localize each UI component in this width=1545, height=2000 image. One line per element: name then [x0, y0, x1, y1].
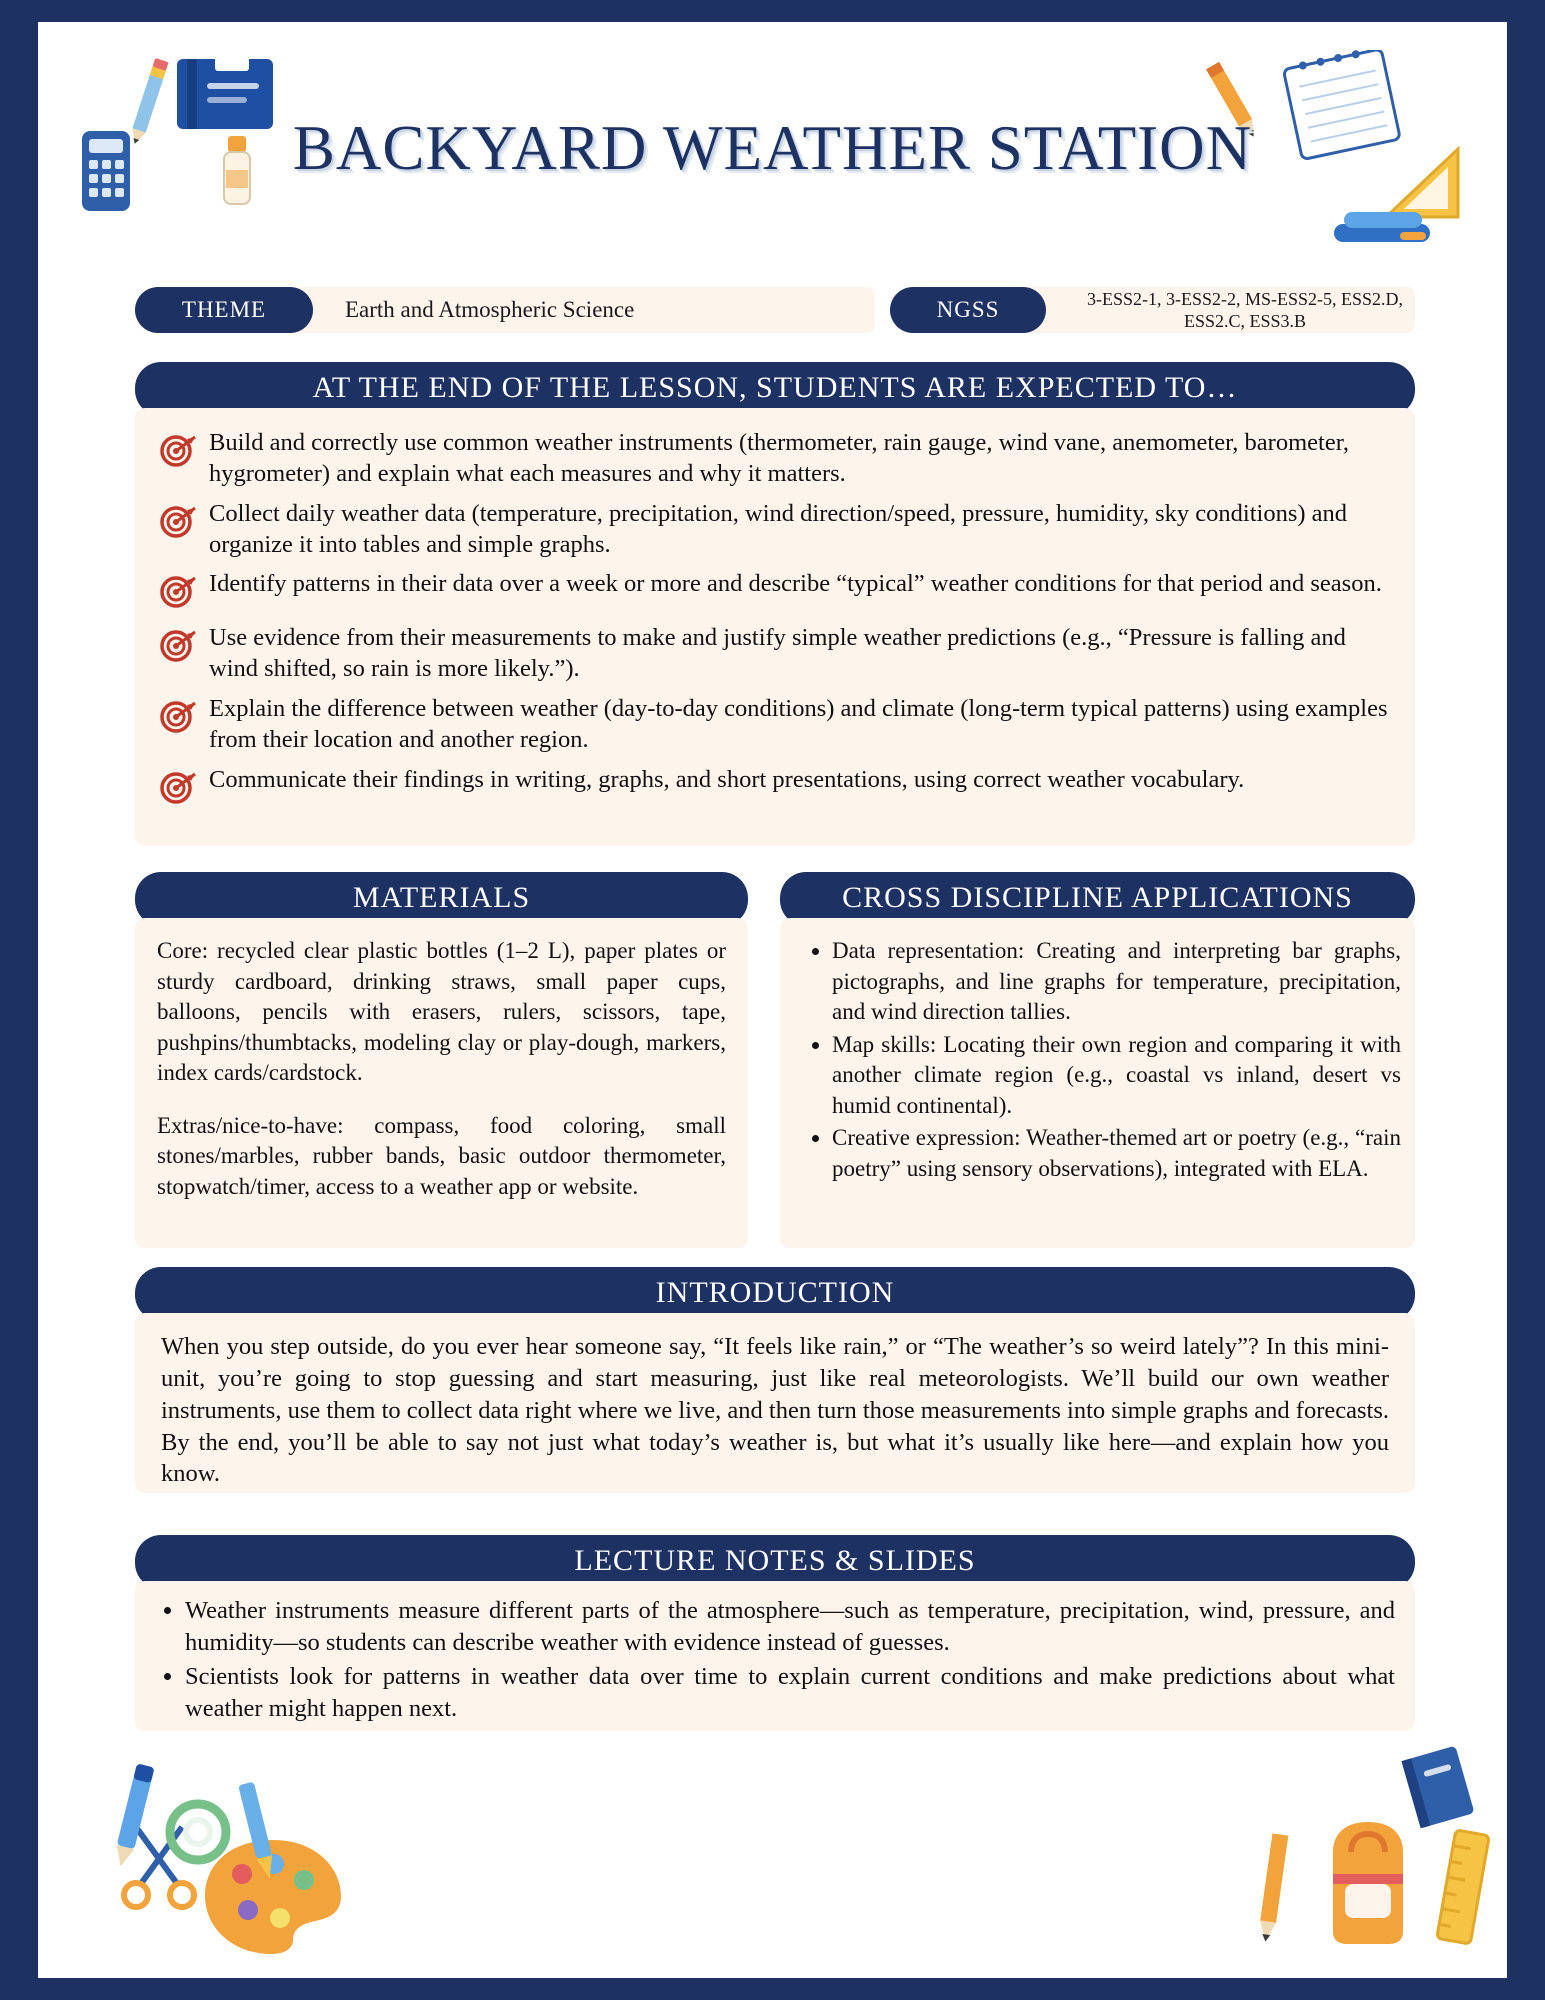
- theme-field: [275, 287, 875, 333]
- ruler-icon: [1428, 1822, 1498, 1952]
- materials-panel: [135, 918, 748, 1248]
- objective-item: [159, 623, 1391, 685]
- introduction-panel: [135, 1313, 1415, 1493]
- poster-page: [38, 22, 1507, 1978]
- marker-icon: [98, 1752, 168, 1882]
- theme-label-pill: THEME: [135, 287, 313, 333]
- objective-text: Collect daily weather data (temperature, precipitation, wind direction/speed, pressure, humidity, sky conditions) and organize it into tables and simple graphs.: [209, 499, 1348, 558]
- poster-title-container: [38, 112, 1507, 185]
- tape-icon: [163, 1797, 233, 1867]
- list-item: • Data representation: Creating and interpreting bar graphs, pictographs, and line graphs for temperature, precipitation, and wind direction tallies.: [832, 936, 1401, 1028]
- cross-discipline-header: CROSS DISCIPLINE APPLICATIONS: [780, 872, 1415, 926]
- objective-item: [159, 765, 1391, 810]
- ngss-value: 3-ESS2-1, 3-ESS2-2, MS-ESS2-5, ESS2.D, ESS2.C, ESS3.B: [1086, 288, 1404, 331]
- target-icon: [159, 575, 203, 614]
- lecture-notes-panel: [135, 1581, 1415, 1731]
- target-icon: [159, 505, 203, 544]
- materials-body: [157, 936, 726, 1203]
- backpack-icon: [1303, 1812, 1433, 1952]
- objective-text: Use evidence from their measurements to make and justify simple weather predictions (e.g., “Pressure is falling and wind shifted, so rain is more likely.”).: [209, 624, 1346, 683]
- objectives-panel: [135, 408, 1415, 846]
- materials-paragraph: Core: recycled clear plastic bottles (1–2 L), paper plates or sturdy cardboard, drinking straws, small paper cups, balloons, pencils with erasers, rulers, scissors, tape, pushpins/thumbtacks, modeling clay or play-dough, markers, index cards/cardstock.: [157, 938, 726, 1086]
- target-icon: [159, 629, 203, 668]
- meta-row: [135, 287, 1415, 337]
- objective-text: Identify patterns in their data over a week or more and describe “typical” weather conditions for that period and season.: [209, 570, 1382, 598]
- list-item: • Creative expression: Weather-themed art or poetry (e.g., “rain poetry” using sensory observations), integrated with ELA.: [832, 1123, 1401, 1184]
- objective-text: Explain the difference between weather (day-to-day conditions) and climate (long-term typical patterns) using examples from their location and another region.: [209, 695, 1388, 754]
- introduction-header: INTRODUCTION: [135, 1267, 1415, 1321]
- ngss-label-pill: NGSS: [890, 287, 1046, 333]
- objective-item: [159, 694, 1391, 756]
- list-item: • Weather instruments measure different parts of the atmosphere—such as temperature, precipitation, wind, pressure, and humidity—so students can describe weather with evidence instead of guesses.: [185, 1595, 1395, 1659]
- list-item: • Scientists look for patterns in weather data over time to explain current conditions and make predictions about what weather might happen next.: [185, 1661, 1395, 1725]
- pencil-red-icon: [1243, 1822, 1303, 1952]
- target-icon: [159, 700, 203, 739]
- theme-value: Earth and Atmospheric Science: [345, 297, 635, 322]
- cross-discipline-list: [802, 936, 1401, 1185]
- materials-paragraph: Extras/nice-to-have: compass, food coloring, small stones/marbles, rubber bands, basic outdoor thermometer, stopwatch/timer, access to a weather app or website.: [157, 1112, 726, 1200]
- pen-icon: [228, 1772, 288, 1892]
- target-icon: [159, 771, 203, 810]
- blue-book-icon: [1398, 1742, 1478, 1832]
- objective-item: [159, 569, 1391, 614]
- materials-header: MATERIALS: [135, 872, 748, 926]
- page-title: BACKYARD WEATHER STATION: [292, 113, 1253, 183]
- list-item: • Map skills: Locating their own region and comparing it with another climate region (e.g., coastal vs inland, desert vs humid continental).: [832, 1030, 1401, 1122]
- objective-item: [159, 499, 1391, 561]
- objective-text: Communicate their findings in writing, graphs, and short presentations, using correct weather vocabulary.: [209, 765, 1245, 793]
- objective-text: Build and correctly use common weather instruments (thermometer, rain gauge, wind vane, anemometer, barometer, hygrometer) and explain what each measures and why it matters.: [209, 429, 1349, 487]
- ngss-field: [1015, 287, 1415, 333]
- stapler-icon: [1328, 202, 1438, 252]
- lecture-notes-header: LECTURE NOTES & SLIDES: [135, 1535, 1415, 1589]
- objective-item: [159, 428, 1391, 490]
- cross-discipline-panel: [780, 918, 1415, 1248]
- lecture-notes-list: [155, 1595, 1395, 1724]
- objectives-header: AT THE END OF THE LESSON, STUDENTS ARE EXPECTED TO…: [135, 362, 1415, 416]
- target-icon: [159, 434, 203, 473]
- introduction-text: When you step outside, do you ever hear someone say, “It feels like rain,” or “The weather’s so weird lately”? In this mini-unit, you’re going to stop guessing and start measuring, just like real meteorologists. We’ll build our own weather instruments, use them to collect data right where we live, and then turn those measurements into simple graphs and forecasts. By the end, you’ll be able to say not just what today’s weather is, but what it’s usually like here—and explain how you know.: [161, 1333, 1389, 1488]
